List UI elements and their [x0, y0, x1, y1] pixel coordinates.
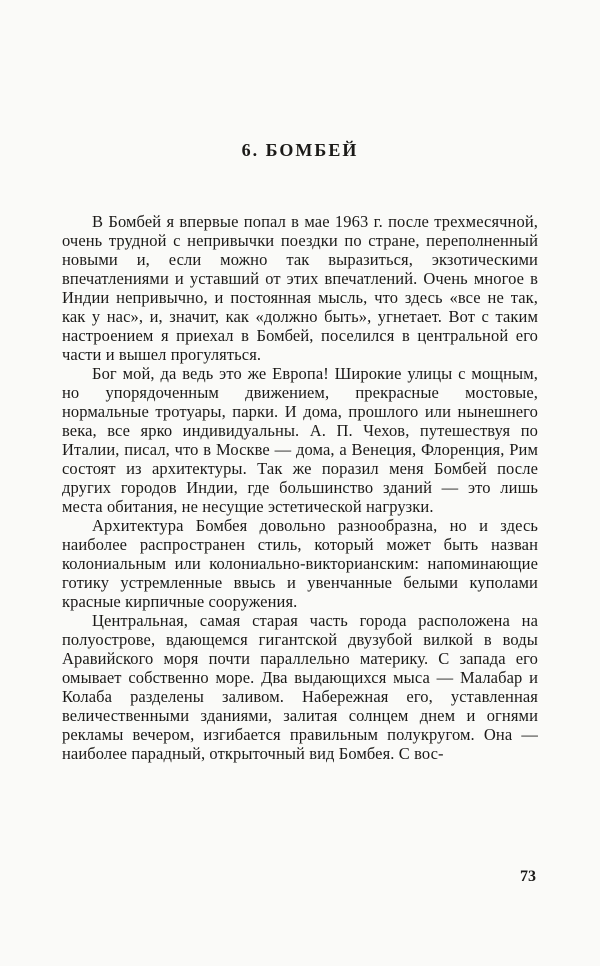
- chapter-title: 6. БОМБЕЙ: [241, 140, 359, 160]
- paragraph-4: Центральная, самая старая часть города расположена на полуострове, вдающемся гигантской двузубой вилкой в воды Аравийского моря почти параллельно материку. С запада его омывает собственно море. Два выдающихся мыса — Малабар и Колаба разделены заливом. Набережная его, уставленная величественными зданиями, залитая солнцем днем и огнями рекламы вечером, изгибается правильным полукругом. Она — наиболее парадный, открыточный вид Бомбея. С вос-: [62, 611, 538, 763]
- page-number: 73: [520, 868, 536, 885]
- text-block: [62, 212, 538, 763]
- paragraph-2: Бог мой, да ведь это же Европа! Широкие улицы с мощным, но упорядоченным движением, прекрасные мостовые, нормальные тротуары, парки. И дома, прошлого или нынешнего века, все ярко индивидуальны. А. П. Чехов, путешествуя по Италии, писал, что в Москве — дома, а Венеция, Флоренция, Рим состоят из архитектуры. Так же поразил меня Бомбей после других городов Индии, где большинство зданий — это лишь места обитания, не несущие эстетической нагрузки.: [62, 364, 538, 516]
- paragraph-1: В Бомбей я впервые попал в мае 1963 г. после трехмесячной, очень трудной с непривычки поездки по стране, переполненный новыми и, если можно так выразиться, экзотическими впечатлениями и уставший от этих впечатлений. Очень многое в Индии непривычно, и постоянная мысль, что здесь «все не так, как у нас», и, значит, как «должно быть», угнетает. Вот с таким настроением я приехал в Бомбей, поселился в центральной его части и вышел прогуляться.: [62, 212, 538, 364]
- paragraph-3: Архитектура Бомбея довольно разнообразна, но и здесь наиболее распространен стиль, который может быть назван колониальным или колониально-викторианским: напоминающие готику устремленные ввысь и увенчанные белыми куполами красные кирпичные сооружения.: [62, 516, 538, 611]
